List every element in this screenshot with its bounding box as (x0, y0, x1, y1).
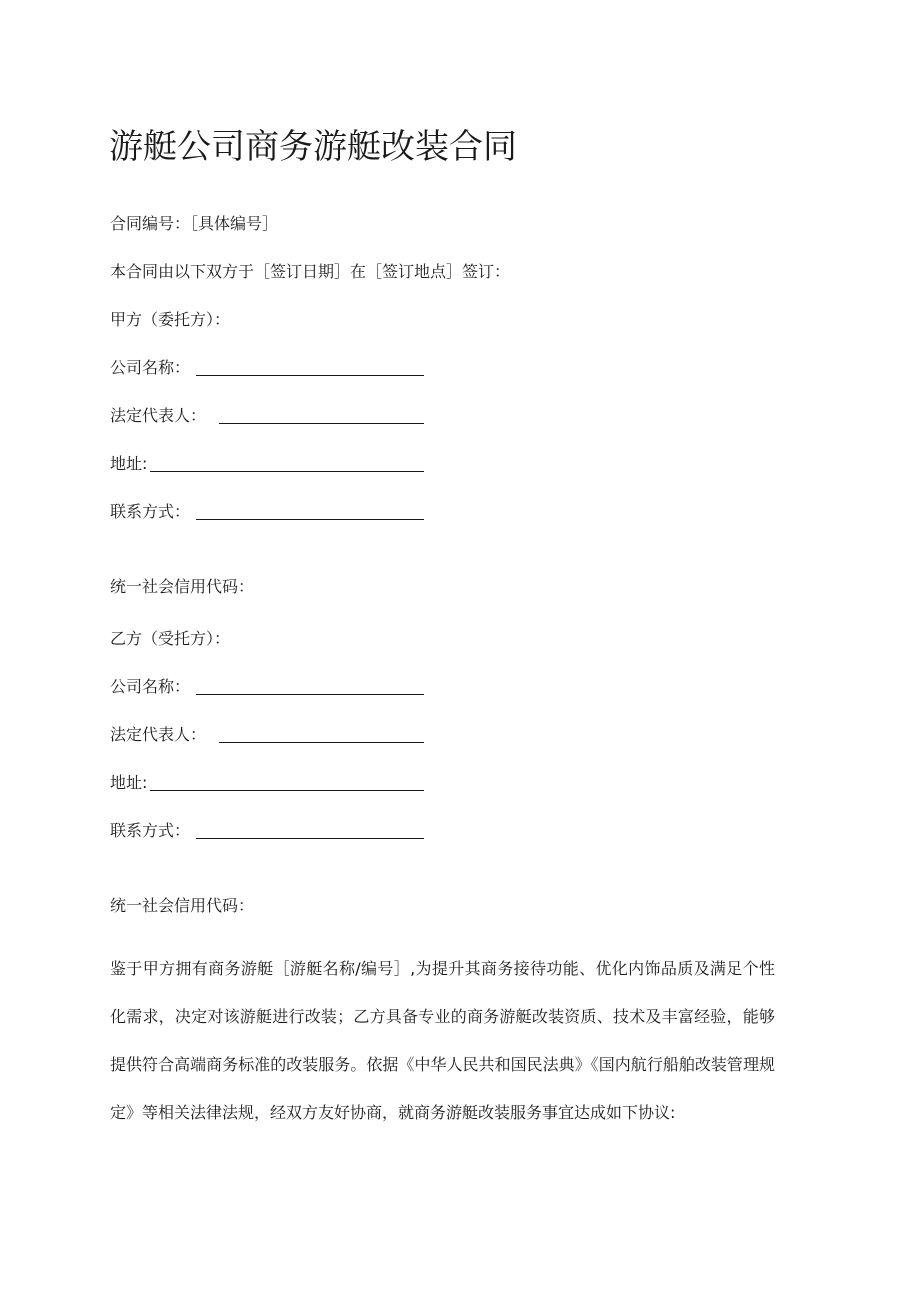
contract-number-line: 合同编号：［具体编号］ (110, 214, 279, 233)
document-title: 游艇公司商务游艇改装合同 (109, 127, 517, 167)
party-a-heading: 甲方（委托方）： (110, 310, 231, 329)
party-b-rep-label: 法定代表人： (110, 725, 207, 744)
party-b-heading: 乙方（受托方）： (110, 629, 231, 648)
party-b-contact-blank[interactable] (196, 838, 424, 839)
party-a-address-label: 地址: (110, 454, 148, 473)
party-a-address-blank[interactable] (150, 471, 424, 472)
party-a-rep-label: 法定代表人： (110, 406, 207, 425)
party-a-contact-label: 联系方式： (110, 502, 191, 521)
party-b-address-label: 地址: (110, 773, 148, 792)
party-a-company-blank[interactable] (196, 375, 424, 376)
party-b-company-label: 公司名称： (110, 677, 191, 696)
preamble-paragraph: 鉴于甲方拥有商务游艇［游艇名称/编号］,为提升其商务接待功能、优化内饰品质及满足个性化需求，决定对该游艇进行改装；乙方具备专业的商务游艇改装资质、技术及丰富经验，能够提供符合高端商务标准的改装服务。依据《中华人民共和国民法典》《国内航行船舶改装管理规定》等相关法律法规，经双方友好协商，就商务游艇改装服务事宜达成如下协议: (110, 959, 775, 1122)
party-a-rep-blank[interactable] (219, 423, 424, 424)
signing-intro-line: 本合同由以下双方于［签订日期］在［签订地点］签订： (110, 262, 511, 281)
party-b-address-blank[interactable] (150, 790, 424, 791)
party-b-contact-label: 联系方式： (110, 821, 191, 840)
party-a-credit-code-label: 统一社会信用代码： (110, 577, 255, 596)
party-a-company-label: 公司名称： (110, 358, 191, 377)
party-b-rep-blank[interactable] (219, 742, 424, 743)
party-a-contact-blank[interactable] (196, 519, 424, 520)
party-b-company-blank[interactable] (196, 694, 424, 695)
party-b-credit-code-label: 统一社会信用代码： (110, 896, 255, 915)
